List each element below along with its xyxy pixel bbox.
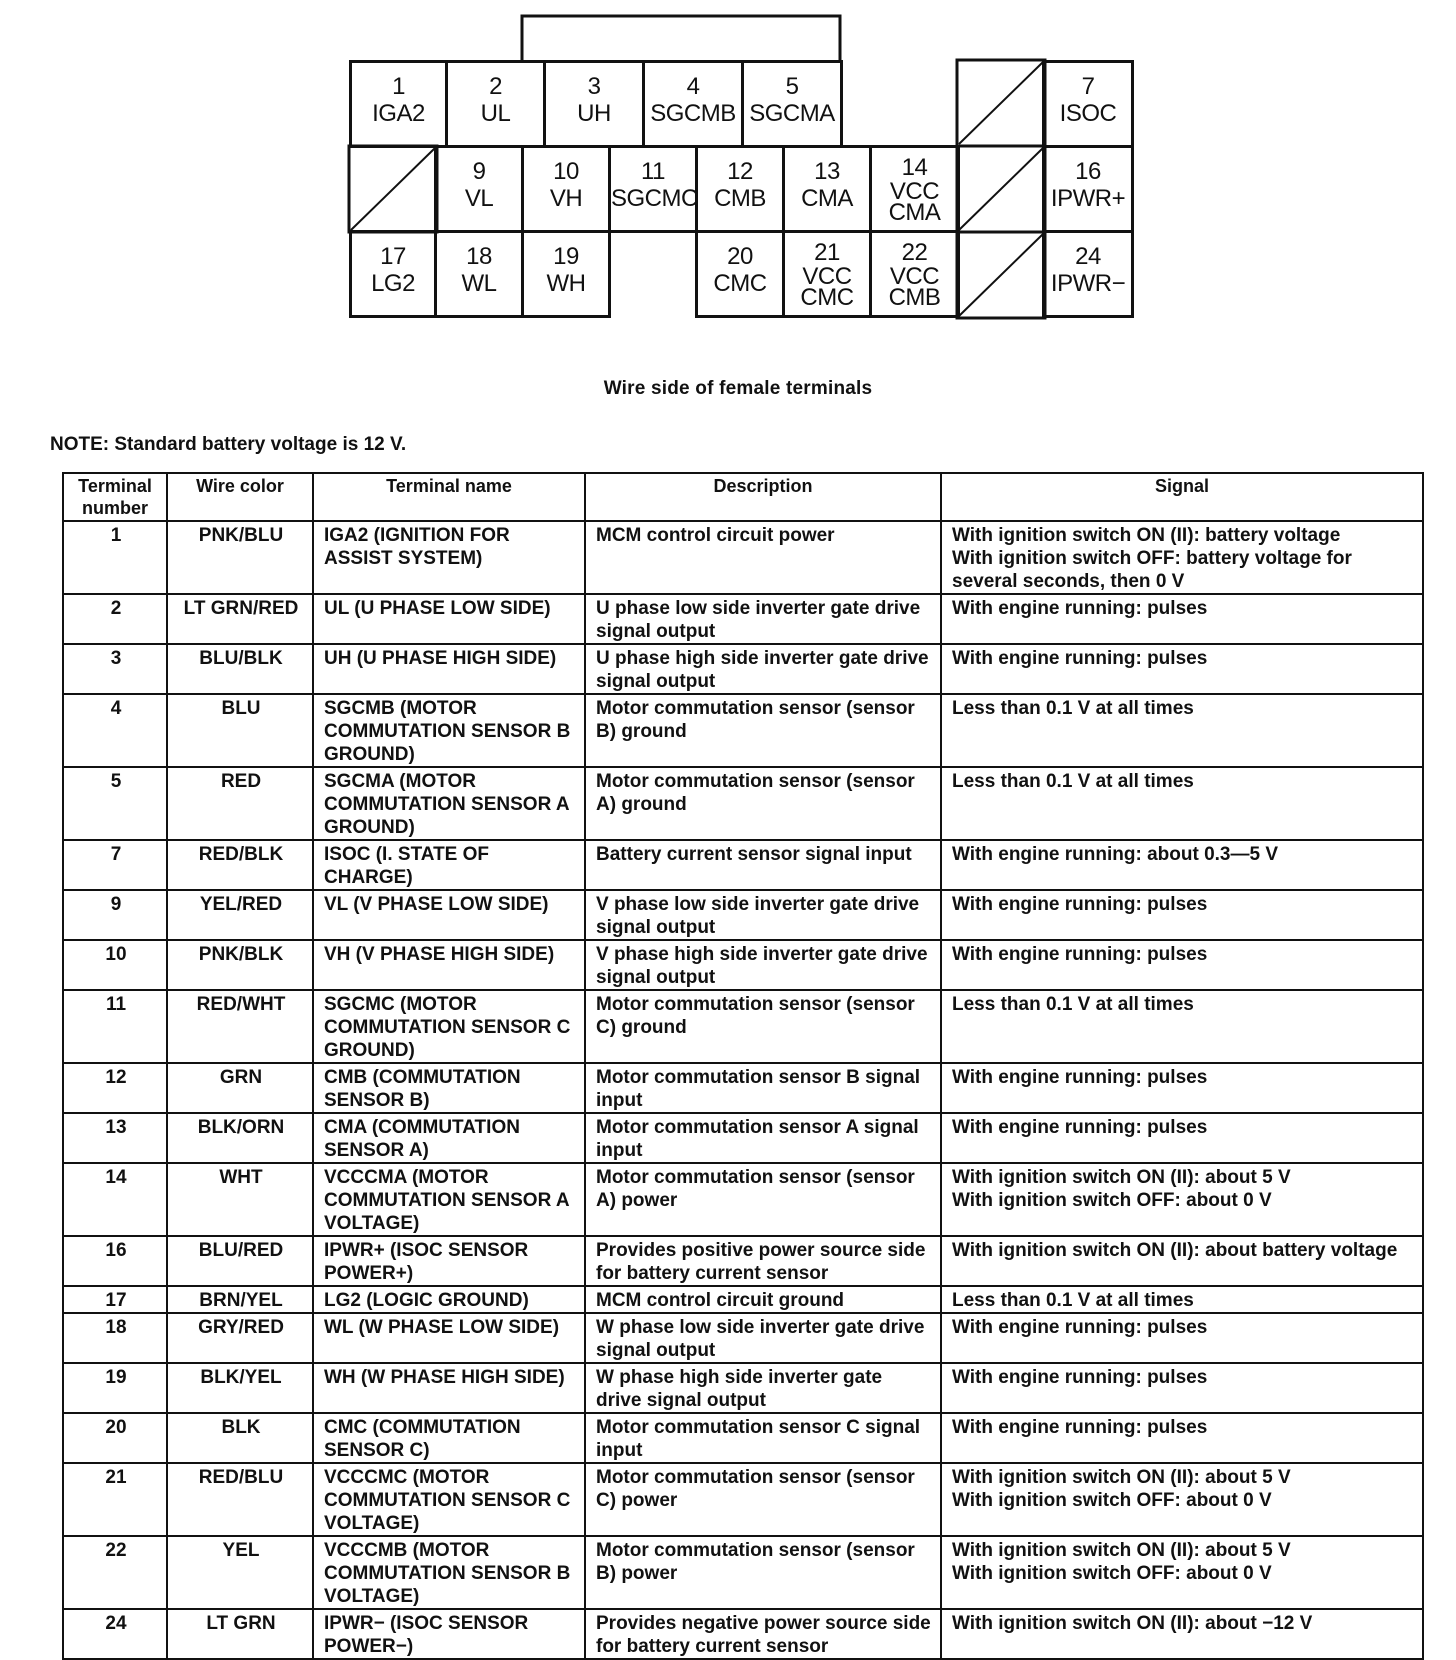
table-row: [63, 1313, 1423, 1363]
terminal-label: CMC: [713, 270, 767, 297]
terminal-label: VCC CMC: [800, 263, 854, 311]
wire-color-cell: WHT: [167, 1163, 313, 1236]
terminal-name-cell: LG2 (LOGIC GROUND): [313, 1286, 585, 1313]
table-row: [63, 1463, 1423, 1536]
terminal-name-cell: IPWR− (ISOC SENSOR POWER−): [313, 1609, 585, 1659]
table-body: [63, 521, 1423, 1659]
terminal-cavity-12: [695, 145, 785, 233]
terminal-name-cell: IGA2 (IGNITION FOR ASSIST SYSTEM): [313, 521, 585, 594]
signal-cell: Less than 0.1 V at all times: [941, 694, 1423, 767]
terminal-label: VH: [549, 185, 583, 212]
signal-cell: With engine running: pulses: [941, 890, 1423, 940]
terminal-cavity-2: [445, 60, 546, 148]
signal-cell: With engine running: pulses: [941, 644, 1423, 694]
table-row: [63, 1536, 1423, 1609]
table-row: [63, 1413, 1423, 1463]
terminal-cavity-1: [349, 60, 448, 148]
table-row: [63, 594, 1423, 644]
table-row: [63, 940, 1423, 990]
signal-cell: With ignition switch ON (II): about −12 V: [941, 1609, 1423, 1659]
terminal-name-cell: VCCCMC (MOTOR COMMUTATION SENSOR C VOLTAGE): [313, 1463, 585, 1536]
table-row: [63, 1363, 1423, 1413]
terminal-label: CMB: [714, 185, 766, 212]
wire-color-cell: GRN: [167, 1063, 313, 1113]
signal-cell: With engine running: pulses: [941, 1313, 1423, 1363]
description-cell: U phase high side inverter gate drive signal output: [585, 644, 941, 694]
terminal-cavity-22: [869, 230, 960, 318]
terminal-number: 5: [785, 73, 799, 100]
table-row: [63, 1163, 1423, 1236]
terminal-number-cell: 18: [63, 1313, 167, 1363]
table-row: [63, 1286, 1423, 1313]
terminal-number-cell: 2: [63, 594, 167, 644]
wire-color-cell: BLU/RED: [167, 1236, 313, 1286]
description-cell: U phase low side inverter gate drive signal output: [585, 594, 941, 644]
terminal-label: ISOC: [1059, 100, 1117, 127]
terminal-name-cell: WH (W PHASE HIGH SIDE): [313, 1363, 585, 1413]
terminal-label: VL: [464, 185, 494, 212]
wire-color-cell: PNK/BLK: [167, 940, 313, 990]
table-row: [63, 1236, 1423, 1286]
terminal-number-cell: 11: [63, 990, 167, 1063]
wire-color-cell: BLK: [167, 1413, 313, 1463]
terminal-name-cell: SGCMC (MOTOR COMMUTATION SENSOR C GROUND): [313, 990, 585, 1063]
wire-color-cell: RED/WHT: [167, 990, 313, 1063]
wire-color-cell: RED: [167, 767, 313, 840]
terminal-cavity-7: [1042, 60, 1134, 148]
terminal-number: 13: [814, 158, 840, 185]
signal-cell: With engine running: pulses: [941, 1413, 1423, 1463]
table-row: [63, 1063, 1423, 1113]
terminal-label: WL: [461, 270, 497, 297]
terminal-number-cell: 22: [63, 1536, 167, 1609]
terminal-number-cell: 4: [63, 694, 167, 767]
terminal-number: 24: [1075, 243, 1101, 270]
description-cell: Motor commutation sensor (sensor C) power: [585, 1463, 941, 1536]
description-cell: Motor commutation sensor B signal input: [585, 1063, 941, 1113]
description-cell: Motor commutation sensor (sensor A) power: [585, 1163, 941, 1236]
terminal-number: 11: [641, 158, 665, 185]
terminal-cavity-21: [782, 230, 872, 318]
terminal-number-cell: 16: [63, 1236, 167, 1286]
terminal-name-cell: WL (W PHASE LOW SIDE): [313, 1313, 585, 1363]
header-description: Description: [585, 473, 941, 521]
terminal-name-cell: VL (V PHASE LOW SIDE): [313, 890, 585, 940]
terminal-number: 2: [489, 73, 502, 100]
terminal-name-cell: UH (U PHASE HIGH SIDE): [313, 644, 585, 694]
signal-cell: Less than 0.1 V at all times: [941, 990, 1423, 1063]
wire-color-cell: YEL: [167, 1536, 313, 1609]
terminal-number-cell: 20: [63, 1413, 167, 1463]
terminal-number-cell: 7: [63, 840, 167, 890]
terminal-number-cell: 13: [63, 1113, 167, 1163]
signal-cell: With ignition switch ON (II): about 5 V With ignition switch OFF: about 0 V: [941, 1536, 1423, 1609]
terminal-cavity-17: [349, 230, 437, 318]
terminal-number: 19: [553, 243, 579, 270]
terminal-cavity-9: [434, 145, 524, 233]
terminal-label: UL: [480, 100, 511, 127]
terminal-number-cell: 3: [63, 644, 167, 694]
terminal-name-cell: UL (U PHASE LOW SIDE): [313, 594, 585, 644]
description-cell: Motor commutation sensor (sensor B) ground: [585, 694, 941, 767]
terminal-cavity-14: [869, 145, 960, 233]
terminal-number-cell: 1: [63, 521, 167, 594]
terminal-cavity-13: [782, 145, 872, 233]
signal-cell: With ignition switch ON (II): battery voltage With ignition switch OFF: battery voltage for several seconds, then 0 V: [941, 521, 1423, 594]
signal-cell: With ignition switch ON (II): about battery voltage: [941, 1236, 1423, 1286]
terminal-label: VCC CMB: [888, 263, 941, 311]
table-row: [63, 990, 1423, 1063]
wire-color-cell: GRY/RED: [167, 1313, 313, 1363]
description-cell: W phase high side inverter gate drive signal output: [585, 1363, 941, 1413]
wire-color-cell: LT GRN/RED: [167, 594, 313, 644]
table-row: [63, 840, 1423, 890]
terminal-cavity-5: [741, 60, 843, 148]
terminal-number: 3: [587, 73, 601, 100]
terminal-name-cell: CMA (COMMUTATION SENSOR A): [313, 1113, 585, 1163]
empty-cavity: [870, 62, 957, 147]
terminal-number-cell: 9: [63, 890, 167, 940]
signal-cell: With engine running: pulses: [941, 1063, 1423, 1113]
description-cell: Battery current sensor signal input: [585, 840, 941, 890]
table-row: [63, 521, 1423, 594]
wire-color-cell: YEL/RED: [167, 890, 313, 940]
terminal-number-cell: 21: [63, 1463, 167, 1536]
description-cell: Provides positive power source side for battery current sensor: [585, 1236, 941, 1286]
description-cell: Motor commutation sensor (sensor A) ground: [585, 767, 941, 840]
signal-cell: With engine running: pulses: [941, 594, 1423, 644]
terminal-cavity-10: [521, 145, 611, 233]
description-cell: W phase low side inverter gate drive signal output: [585, 1313, 941, 1363]
terminal-number: 21: [814, 239, 840, 266]
terminal-name-cell: SGCMB (MOTOR COMMUTATION SENSOR B GROUND): [313, 694, 585, 767]
battery-voltage-note: NOTE: Standard battery voltage is 12 V.: [50, 434, 407, 455]
table-row: [63, 1113, 1423, 1163]
description-cell: Motor commutation sensor (sensor C) ground: [585, 990, 941, 1063]
connector-lock-tab: [522, 16, 840, 62]
terminal-label: WH: [546, 270, 586, 297]
table-row: [63, 890, 1423, 940]
signal-cell: With engine running: pulses: [941, 1113, 1423, 1163]
terminal-name-cell: VH (V PHASE HIGH SIDE): [313, 940, 585, 990]
terminal-number: 1: [392, 73, 405, 100]
terminal-number: 18: [466, 243, 492, 270]
wire-color-cell: PNK/BLU: [167, 521, 313, 594]
signal-cell: With ignition switch ON (II): about 5 V With ignition switch OFF: about 0 V: [941, 1163, 1423, 1236]
terminal-cavity-19: [521, 230, 611, 318]
description-cell: MCM control circuit power: [585, 521, 941, 594]
terminal-label: LG2: [371, 270, 415, 297]
terminal-label: CMA: [801, 185, 853, 212]
diagram-caption: Wire side of female terminals: [603, 378, 873, 399]
description-cell: V phase high side inverter gate drive signal output: [585, 940, 941, 990]
terminal-number-cell: 17: [63, 1286, 167, 1313]
terminal-number: 9: [472, 158, 486, 185]
terminal-number-cell: 19: [63, 1363, 167, 1413]
terminal-cavity-11: [608, 145, 698, 233]
terminal-number-cell: 24: [63, 1609, 167, 1659]
wire-color-cell: BLU: [167, 694, 313, 767]
description-cell: Provides negative power source side for battery current sensor: [585, 1609, 941, 1659]
terminal-label: SGCMC: [611, 185, 698, 212]
terminal-number: 17: [380, 243, 406, 270]
terminal-spec-table: [62, 472, 1424, 1660]
connector-diagram: [0, 0, 1456, 340]
terminal-number: 20: [727, 243, 753, 270]
terminal-number-cell: 5: [63, 767, 167, 840]
signal-cell: Less than 0.1 V at all times: [941, 1286, 1423, 1313]
terminal-label: UH: [577, 100, 611, 127]
terminal-name-cell: SGCMA (MOTOR COMMUTATION SENSOR A GROUND): [313, 767, 585, 840]
wire-color-cell: RED/BLK: [167, 840, 313, 890]
header-terminal-name: Terminal name: [313, 473, 585, 521]
wire-color-cell: BRN/YEL: [167, 1286, 313, 1313]
terminal-cavity-4: [642, 60, 744, 148]
description-cell: V phase low side inverter gate drive signal output: [585, 890, 941, 940]
header-terminal-number: Terminal number: [63, 473, 167, 521]
terminal-cavity-24: [1042, 230, 1134, 318]
table-row: [63, 644, 1423, 694]
terminal-name-cell: IPWR+ (ISOC SENSOR POWER+): [313, 1236, 585, 1286]
signal-cell: Less than 0.1 V at all times: [941, 767, 1423, 840]
terminal-name-cell: VCCCMA (MOTOR COMMUTATION SENSOR A VOLTAGE): [313, 1163, 585, 1236]
terminal-cavity-16: [1042, 145, 1134, 233]
signal-cell: With engine running: pulses: [941, 940, 1423, 990]
description-cell: Motor commutation sensor C signal input: [585, 1413, 941, 1463]
terminal-name-cell: CMB (COMMUTATION SENSOR B): [313, 1063, 585, 1113]
terminal-name-cell: ISOC (I. STATE OF CHARGE): [313, 840, 585, 890]
terminal-number-cell: 10: [63, 940, 167, 990]
terminal-label: SGCMB: [650, 100, 736, 127]
terminal-number-cell: 14: [63, 1163, 167, 1236]
header-signal: Signal: [941, 473, 1423, 521]
table-header-row: [63, 473, 1423, 521]
signal-cell: With engine running: about 0.3—5 V: [941, 840, 1423, 890]
description-cell: Motor commutation sensor (sensor B) power: [585, 1536, 941, 1609]
terminal-number: 22: [901, 239, 928, 266]
wire-color-cell: BLK/ORN: [167, 1113, 313, 1163]
wire-color-cell: RED/BLU: [167, 1463, 313, 1536]
terminal-number: 12: [727, 158, 753, 185]
description-cell: MCM control circuit ground: [585, 1286, 941, 1313]
terminal-number-cell: 12: [63, 1063, 167, 1113]
table-row: [63, 694, 1423, 767]
wire-color-cell: LT GRN: [167, 1609, 313, 1659]
terminal-label: VCC CMA: [888, 178, 941, 226]
terminal-label: IPWR+: [1050, 185, 1126, 212]
table-row: [63, 767, 1423, 840]
terminal-name-cell: CMC (COMMUTATION SENSOR C): [313, 1413, 585, 1463]
terminal-number: 16: [1075, 158, 1101, 185]
terminal-number: 4: [686, 73, 700, 100]
terminal-label: IGA2: [372, 100, 425, 127]
header-wire-color: Wire color: [167, 473, 313, 521]
terminal-label: IPWR−: [1050, 270, 1126, 297]
description-cell: Motor commutation sensor A signal input: [585, 1113, 941, 1163]
terminal-number: 10: [553, 158, 579, 185]
signal-cell: With engine running: pulses: [941, 1363, 1423, 1413]
signal-cell: With ignition switch ON (II): about 5 V With ignition switch OFF: about 0 V: [941, 1463, 1423, 1536]
wire-color-cell: BLU/BLK: [167, 644, 313, 694]
terminal-cavity-3: [543, 60, 645, 148]
wire-color-cell: BLK/YEL: [167, 1363, 313, 1413]
terminal-name-cell: VCCCMB (MOTOR COMMUTATION SENSOR B VOLTAGE): [313, 1536, 585, 1609]
terminal-number: 7: [1081, 73, 1095, 100]
terminal-label: SGCMA: [749, 100, 835, 127]
table-row: [63, 1609, 1423, 1659]
terminal-cavity-18: [434, 230, 524, 318]
terminal-number: 14: [901, 154, 928, 181]
terminal-cavity-20: [695, 230, 785, 318]
